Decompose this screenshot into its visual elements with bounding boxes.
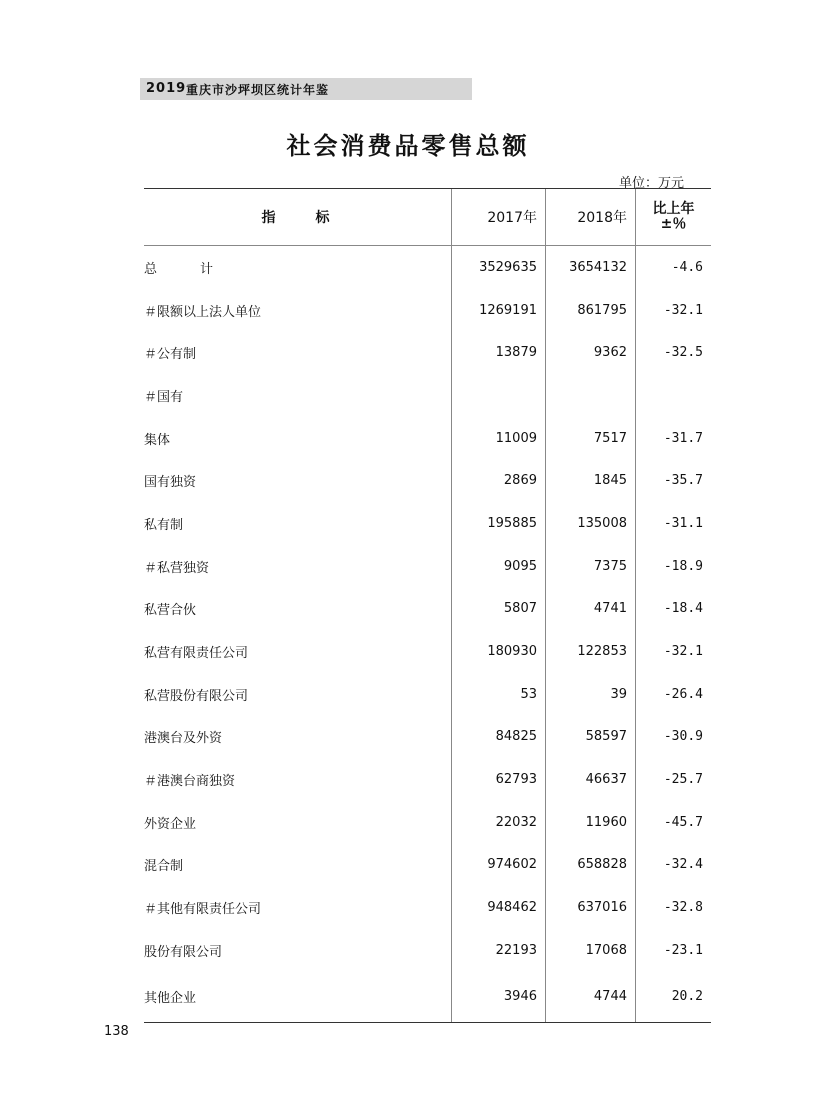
row-2017: 195885 <box>452 502 546 545</box>
row-indicator: 国有独资 <box>144 475 197 491</box>
row-change: -26.4 <box>636 673 712 716</box>
row-change: -18.4 <box>636 588 712 631</box>
row-change: -32.1 <box>636 289 712 332</box>
row-indicator: 集体 <box>144 432 171 448</box>
table-row <box>144 630 711 673</box>
row-indicator: ＃其他有限责任公司 <box>144 902 262 918</box>
table-row <box>144 331 711 374</box>
row-indicator: ＃限额以上法人单位 <box>144 304 262 320</box>
row-2018: 17068 <box>546 929 636 972</box>
row-2017: 948462 <box>452 886 546 929</box>
retail-sales-table <box>144 188 703 1023</box>
col-header-change-line2: ±％ <box>660 216 687 232</box>
row-indicator: 私有制 <box>144 517 184 533</box>
col-header-2017: 2017年 <box>452 189 546 246</box>
table-header-row <box>144 189 711 246</box>
row-2017: 974602 <box>452 844 546 887</box>
row-2017: 62793 <box>452 758 546 801</box>
row-2018: 4744 <box>546 972 636 1023</box>
row-indicator: 私营股份有限公司 <box>144 688 249 704</box>
table-row <box>144 972 711 1023</box>
row-2018: 39 <box>546 673 636 716</box>
row-change <box>636 374 712 417</box>
row-2017: 2869 <box>452 459 546 502</box>
row-indicator: 总 计 <box>144 261 215 277</box>
row-indicator: 其他企业 <box>144 972 452 1023</box>
row-2017: 3529635 <box>452 246 546 289</box>
row-2018: 7375 <box>546 545 636 588</box>
table-row <box>144 374 711 417</box>
row-indicator: ＃国有 <box>144 389 184 405</box>
row-change: -18.9 <box>636 545 712 588</box>
row-2018: 658828 <box>546 844 636 887</box>
row-change: -4.6 <box>636 246 712 289</box>
row-change: -25.7 <box>636 758 712 801</box>
page-title: 社会消费品零售总额 <box>286 131 530 160</box>
row-indicator: 港澳台及外资 <box>144 731 223 747</box>
row-change: -45.7 <box>636 801 712 844</box>
page-number: 138 <box>104 1024 129 1039</box>
row-indicator: ＃公有制 <box>144 347 197 363</box>
row-change: -31.1 <box>636 502 712 545</box>
row-2018 <box>546 374 636 417</box>
row-2017: 22193 <box>452 929 546 972</box>
row-indicator: ＃港澳台商独资 <box>144 774 236 790</box>
row-change: -32.5 <box>636 331 712 374</box>
col-header-indicator: 指 标 <box>144 189 452 246</box>
row-2018: 7517 <box>546 417 636 460</box>
row-2018: 11960 <box>546 801 636 844</box>
row-2017: 5807 <box>452 588 546 631</box>
row-change: -32.4 <box>636 844 712 887</box>
table-row <box>144 716 711 759</box>
col-header-change <box>636 189 712 246</box>
table-row <box>144 588 711 631</box>
row-indicator: ＃私营独资 <box>144 560 210 576</box>
row-2017: 53 <box>452 673 546 716</box>
table-row <box>144 758 711 801</box>
col-header-2018: 2018年 <box>546 189 636 246</box>
row-2018: 3654132 <box>546 246 636 289</box>
row-2018: 637016 <box>546 886 636 929</box>
table-row <box>144 502 711 545</box>
row-2018: 4741 <box>546 588 636 631</box>
table-row <box>144 459 711 502</box>
row-change: -32.1 <box>636 630 712 673</box>
row-2018: 861795 <box>546 289 636 332</box>
unit-label: 单位：万元 <box>618 176 684 191</box>
row-indicator: 外资企业 <box>144 816 197 832</box>
table-row <box>144 929 711 972</box>
row-2018: 46637 <box>546 758 636 801</box>
row-2017: 1269191 <box>452 289 546 332</box>
row-2017: 22032 <box>452 801 546 844</box>
row-indicator: 私营有限责任公司 <box>144 646 249 662</box>
row-change: -35.7 <box>636 459 712 502</box>
row-change: -23.1 <box>636 929 712 972</box>
row-2017: 84825 <box>452 716 546 759</box>
table-row <box>144 417 711 460</box>
row-2017: 180930 <box>452 630 546 673</box>
table-row <box>144 246 711 289</box>
row-2017: 3946 <box>452 972 546 1023</box>
running-header-title: 重庆市沙坪坝区统计年鉴 <box>186 83 330 97</box>
table-row <box>144 801 711 844</box>
row-indicator: 股份有限公司 <box>144 944 223 960</box>
row-change: -32.8 <box>636 886 712 929</box>
row-2018: 1845 <box>546 459 636 502</box>
row-2017: 11009 <box>452 417 546 460</box>
col-header-change-line1: 比上年 <box>652 201 695 217</box>
row-2018: 122853 <box>546 630 636 673</box>
row-2017 <box>452 374 546 417</box>
table-row <box>144 289 711 332</box>
row-change: 20.2 <box>636 972 712 1023</box>
table-row <box>144 673 711 716</box>
running-header-year: 2019 <box>146 81 187 96</box>
table-row <box>144 844 711 887</box>
row-2017: 13879 <box>452 331 546 374</box>
row-change: -30.9 <box>636 716 712 759</box>
row-2018: 58597 <box>546 716 636 759</box>
row-change: -31.7 <box>636 417 712 460</box>
row-2018: 9362 <box>546 331 636 374</box>
row-indicator: 私营合伙 <box>144 603 197 619</box>
row-2018: 135008 <box>546 502 636 545</box>
row-indicator: 混合制 <box>144 859 184 875</box>
row-2017: 9095 <box>452 545 546 588</box>
table-row <box>144 886 711 929</box>
table-row <box>144 545 711 588</box>
